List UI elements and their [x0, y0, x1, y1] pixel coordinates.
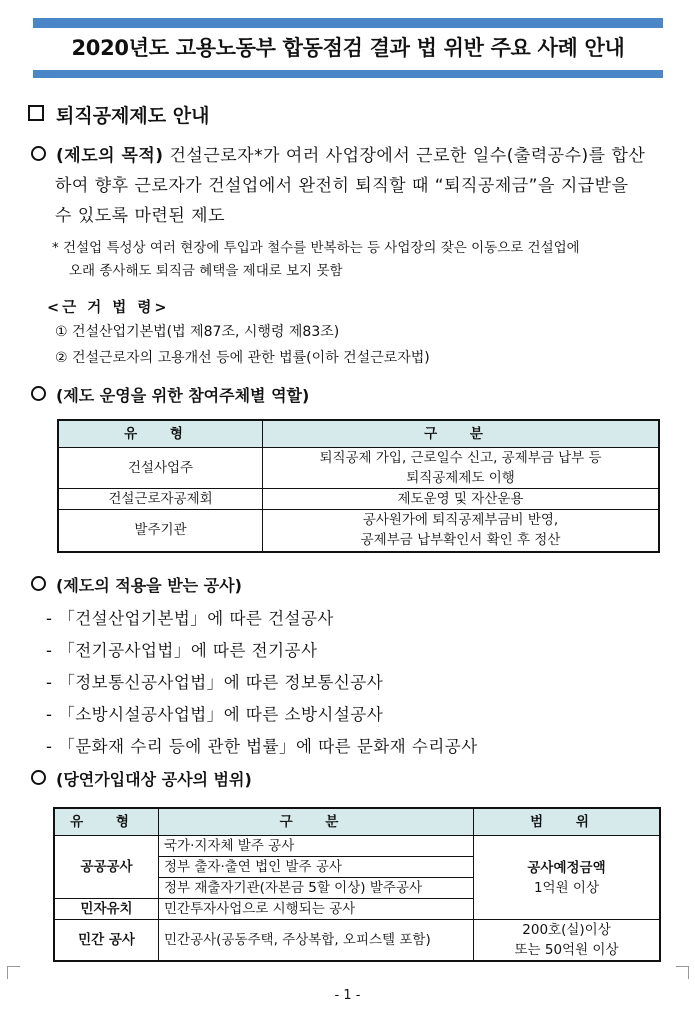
- applicable-heading: [31, 573, 242, 596]
- crop-mark-right: [676, 966, 689, 979]
- table-header-row: [58, 420, 659, 448]
- table-cell: 건설근로자공제회: [58, 489, 263, 510]
- table-cell: 민간 공사: [54, 920, 159, 962]
- applicable-item: - 「정보통신공사업법」에 따른 정보통신공사: [46, 673, 384, 692]
- cell-line: 또는 50억원 이상: [514, 942, 619, 958]
- law-item-1: ① 건설산업기본법(법 제87조, 시행령 제83조): [55, 324, 340, 340]
- table-cell: [263, 448, 660, 489]
- table-header-cell: 유 형: [54, 808, 159, 836]
- purpose-line-3: 수 있도록 마련된 제도: [55, 206, 226, 226]
- roles-heading: [31, 383, 309, 406]
- applicable-item: - 「소방시설공사업법」에 따른 소방시설공사: [46, 705, 384, 724]
- applicable-item: - 「전기공사업법」에 따른 전기공사: [46, 641, 318, 660]
- title-top-bar: [33, 18, 663, 28]
- applicable-item: - 「건설산업기본법」에 따른 건설공사: [46, 609, 334, 628]
- circle-bullet-icon: [31, 386, 46, 401]
- note-line-1: * 건설업 특성상 여러 현장에 투입과 철수를 반복하는 등 사업장의 잦은 이동으로 건설업에: [52, 240, 580, 256]
- table-header-cell: 구 분: [263, 420, 660, 448]
- law-item-2: ② 건설근로자의 고용개선 등에 관한 법률(이하 건설근로자법): [55, 350, 430, 366]
- cell-line: 공사원가에 퇴직공제부금비 반영,: [362, 512, 559, 529]
- purpose-line-1: [31, 141, 645, 171]
- table-cell: 정부 출자·출연 법인 발주 공사: [159, 857, 474, 878]
- cell-line: 퇴직공제 가입, 근로일수 신고, 공제부금 납부 등: [319, 450, 602, 466]
- cell-line: 공제부금 납부확인서 확인 후 정산: [360, 532, 561, 549]
- table-row: [58, 510, 659, 552]
- document-title: 2020년도 고용노동부 합동점검 결과 법 위반 주요 사례 안내: [71, 36, 625, 60]
- table-header-row: [54, 808, 660, 836]
- circle-bullet-icon: [31, 770, 46, 785]
- applicable-heading-text: (제도의 적용을 받는 공사): [56, 576, 242, 595]
- square-bullet-icon: [28, 105, 44, 121]
- scope-heading: [31, 767, 252, 790]
- section-heading-text: 퇴직공제제도 안내: [56, 105, 210, 127]
- law-title: <근 거 법 령>: [47, 300, 170, 316]
- table-cell: [263, 510, 660, 552]
- table-row: [54, 920, 660, 962]
- purpose-label: (제도의 목적): [56, 146, 164, 166]
- note-line-2: 오래 종사해도 퇴직금 혜택을 제대로 보지 못함: [69, 263, 343, 279]
- scope-table: [53, 807, 661, 962]
- table-header-cell: 구 분: [159, 808, 474, 836]
- title-banner: [33, 18, 663, 78]
- table-cell: 민간투자사업으로 시행되는 공사: [159, 899, 474, 920]
- table-cell: 건설사업주: [58, 448, 263, 489]
- applicable-item: - 「문화재 수리 등에 관한 법률」에 따른 문화재 수리공사: [46, 737, 478, 756]
- cell-line: 공사예정금액: [527, 859, 606, 876]
- table-cell: 제도운영 및 자산운용: [263, 489, 660, 510]
- table-cell: 국가·지자체 발주 공사: [159, 836, 474, 857]
- page-number: - 1 -: [334, 988, 361, 1003]
- purpose-line-2: 하여 향후 근로자가 건설업에서 완전히 퇴직할 때 “퇴직공제금”을 지급받을: [55, 176, 629, 196]
- cell-line: 1억원 이상: [533, 879, 600, 896]
- table-header-cell: 유 형: [58, 420, 263, 448]
- crop-mark-left: [7, 966, 20, 979]
- table-cell: 발주기관: [58, 510, 263, 552]
- cell-line: 200호(실)이상: [522, 922, 611, 938]
- roles-heading-text: (제도 운영을 위한 참여주체별 역할): [56, 386, 310, 405]
- scope-heading-text: (당연가입대상 공사의 범위): [56, 770, 252, 789]
- table-cell: 민자유치: [54, 899, 159, 920]
- table-header-cell: 범 위: [474, 808, 661, 836]
- table-cell: 정부 재출자기관(자본금 5할 이상) 발주공사: [159, 878, 474, 899]
- roles-table: [57, 419, 660, 553]
- section-heading: [28, 101, 209, 128]
- table-row: [54, 836, 660, 857]
- table-cell: [474, 920, 661, 962]
- table-row: [58, 489, 659, 510]
- table-cell: [474, 836, 661, 920]
- purpose-text-1: 건설근로자*가 여러 사업장에서 근로한 일수(출력공수)를 합산: [169, 146, 646, 166]
- table-row: [58, 448, 659, 489]
- table-cell: 민간공사(공동주택, 주상복합, 오피스텔 포함): [159, 920, 474, 962]
- table-cell: 공공공사: [54, 836, 159, 899]
- cell-line: 퇴직공제제도 이행: [406, 470, 515, 486]
- title-bottom-bar: [33, 70, 663, 78]
- circle-bullet-icon: [31, 146, 46, 161]
- circle-bullet-icon: [31, 576, 46, 591]
